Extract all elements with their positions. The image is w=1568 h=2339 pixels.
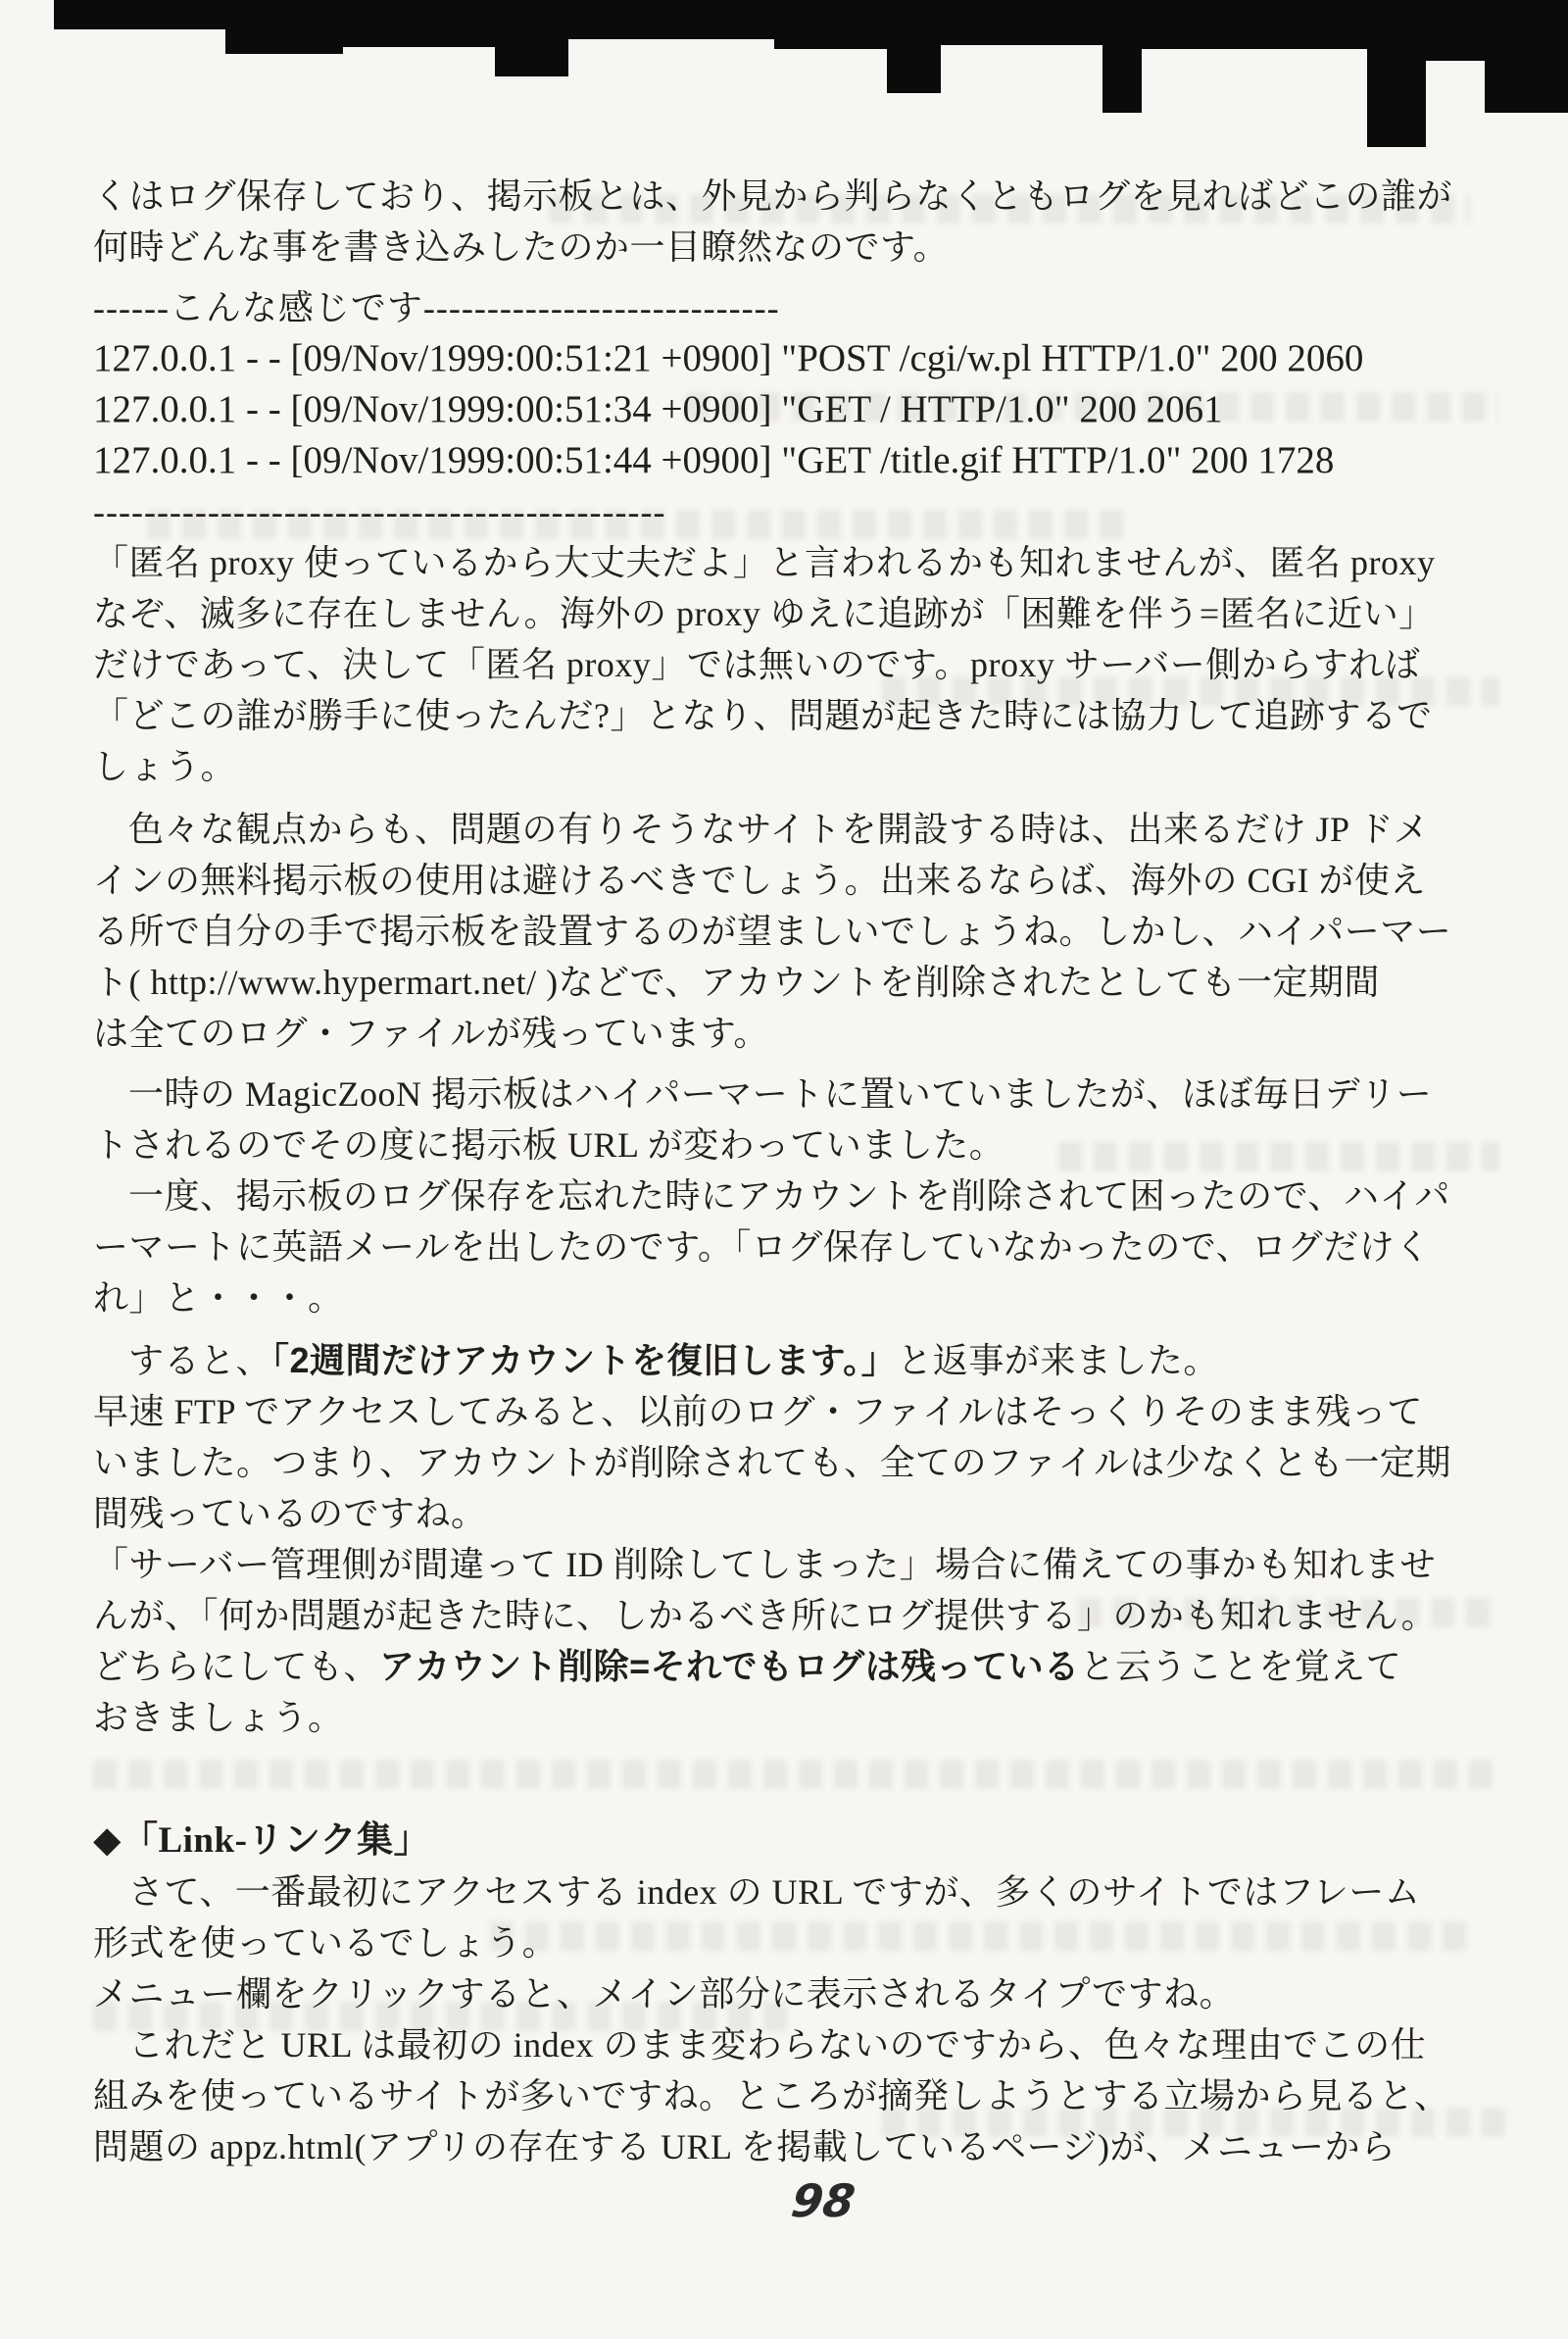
- text-line: [93, 1641, 1477, 1692]
- text-line: これだと URL は最初の index のまま変わらないのですから、色々な理由でこの仕: [128, 2025, 1427, 2065]
- text-line: さて、一番最初にアクセスする index の URL ですが、多くのサイトではフレーム: [128, 1872, 1421, 1912]
- text-line: 「どこの誰が勝手に使ったんだ?」となり、問題が起きた時には協力して追跡するで: [93, 696, 1433, 735]
- log-line: 127.0.0.1 - - [09/Nov/1999:00:51:34 +0900] "GET / HTTP/1.0" 200 2061: [93, 388, 1223, 430]
- text-line: 色々な観点からも、問題の有りそうなサイトを開設する時は、出来るだけ JP ドメ: [128, 810, 1430, 849]
- scan-artifact-block: [343, 0, 495, 47]
- text-line: [93, 1335, 1477, 1386]
- text-line: ト( http://www.hypermart.net/ )などで、アカウントを削除されたとしても一定期間: [93, 963, 1380, 1002]
- scan-artifact-block: [54, 0, 225, 29]
- scan-artifact-block: [887, 0, 941, 93]
- section-heading: ◆「Link-リンク集」: [93, 1820, 431, 1861]
- text-line: なぞ、滅多に存在しません。海外の proxy ゆえに追跡が「困難を伴う=匿名に近い」: [93, 594, 1435, 633]
- text-line: 早速 FTP でアクセスしてみると、以前のログ・ファイルはそっくりそのまま残って: [93, 1392, 1423, 1431]
- text-line: ーマートに英語メールを出したのです。「ログ保存していなかったので、ログだけく: [93, 1227, 1431, 1267]
- text-line: トされるのでその度に掲示板 URL が変わっていました。: [93, 1125, 1005, 1165]
- text-segment: どちらにしても、: [93, 1647, 380, 1686]
- separator-line: ---------------------------------------------: [93, 492, 666, 531]
- log-line: 127.0.0.1 - - [09/Nov/1999:00:51:44 +0900] "GET /title.gif HTTP/1.0" 200 1728: [93, 439, 1335, 481]
- scan-artifact-block: [1485, 0, 1568, 113]
- scan-artifact-block: [941, 0, 1102, 45]
- scan-artifact-block: [1142, 0, 1367, 49]
- text-line: 組みを使っているサイトが多いですね。ところが摘発しようとする立場から見ると、: [93, 2076, 1450, 2115]
- page-number: 98: [788, 2174, 858, 2227]
- text-line: んが、「何か問題が起きた時に、しかるべき所にログ提供する」のかも知れません。: [93, 1596, 1438, 1635]
- body-text: [93, 171, 1477, 2172]
- scan-artifact-block: [1426, 0, 1485, 61]
- text-line: 一時の MagicZooN 掲示板はハイパーマートに置いていましたが、ほぼ毎日デリー: [128, 1074, 1433, 1114]
- text-line: 「サーバー管理側が間違って ID 削除してしまった」場合に備えての事かも知れませ: [93, 1545, 1437, 1584]
- text-segment: と云うことを覚えて: [1079, 1647, 1402, 1686]
- text-line: 「匿名 proxy 使っているから大丈夫だよ」と言われるかも知れませんが、匿名 proxy: [93, 543, 1436, 582]
- text-line: 問題の appz.html(アプリの存在する URL を掲載しているページ)が、メニューから: [93, 2127, 1396, 2166]
- text-line: だけであって、決して「匿名 proxy」では無いのです。proxy サーバー側からすれば: [93, 645, 1421, 684]
- text-segment: すると、: [128, 1341, 272, 1380]
- text-segment: と返事が来ました。: [897, 1341, 1219, 1380]
- text-line: くはログ保存しており、掲示板とは、外見から判らなくともログを見ればどこの誰が: [93, 176, 1453, 216]
- text-line: インの無料掲示板の使用は避けるべきでしょう。出来るならば、海外の CGI が使え: [93, 861, 1426, 900]
- text-line: 何時どんな事を書き込みしたのか一目瞭然なのです。: [93, 227, 950, 267]
- text-line: 間残っているのですね。: [93, 1494, 487, 1533]
- emphasized-text: 「2週間だけアカウントを復旧します。」: [271, 1340, 898, 1380]
- text-line: は全てのログ・ファイルが残っています。: [93, 1014, 769, 1053]
- scan-artifact-block: [495, 0, 568, 76]
- log-line: 127.0.0.1 - - [09/Nov/1999:00:51:21 +0900] "POST /cgi/w.pl HTTP/1.0" 200 2060: [93, 337, 1364, 379]
- text-line: いました。つまり、アカウントが削除されても、全てのファイルは少なくとも一定期: [93, 1443, 1451, 1482]
- text-line: 一度、掲示板のログ保存を忘れた時にアカウントを削除されて困ったので、ハイパ: [128, 1176, 1450, 1216]
- text-line: おきましょう。: [93, 1698, 344, 1737]
- scan-artifact-block: [1367, 0, 1426, 147]
- scan-artifact-block: [774, 0, 887, 49]
- text-line: 形式を使っているでしょう。: [93, 1923, 559, 1963]
- scan-artifact-block: [568, 0, 774, 39]
- text-line: れ」と・・・。: [93, 1278, 344, 1318]
- scan-artifact-block: [1102, 0, 1142, 113]
- text-line: メニュー欄をクリックすると、メイン部分に表示されるタイプですね。: [93, 1974, 1236, 2014]
- text-line: る所で自分の手で掲示板を設置するのが望ましいでしょうね。しかし、ハイパーマー: [93, 912, 1452, 951]
- emphasized-text: アカウント削除=それでもログは残っている: [379, 1646, 1080, 1686]
- scan-artifact-block: [225, 0, 343, 54]
- separator-line: ------こんな感じです----------------------------: [93, 288, 780, 327]
- text-line: しょう。: [93, 747, 237, 786]
